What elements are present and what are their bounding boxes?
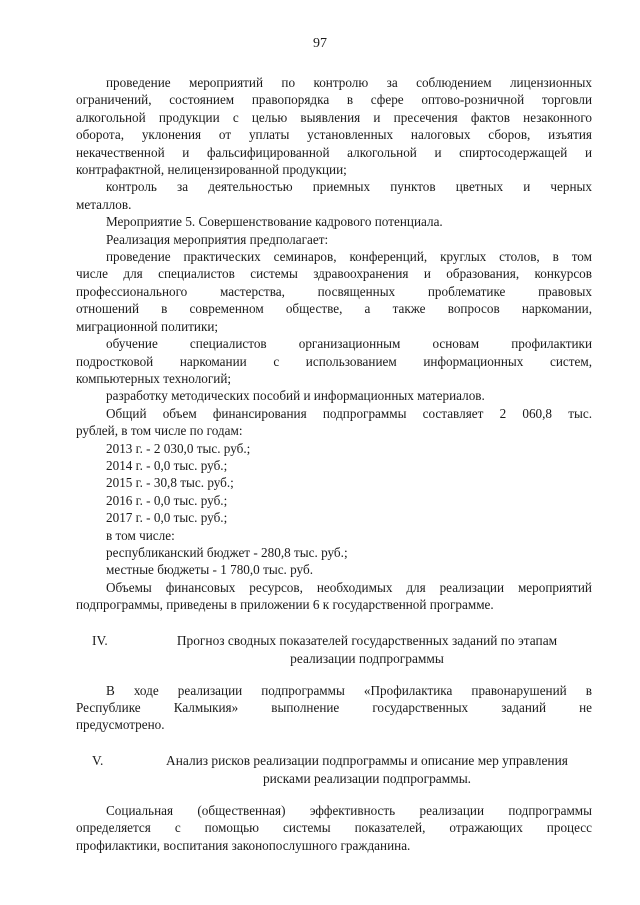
text-line: подпрограммы, приведены в приложении 6 к государственной программе. xyxy=(76,597,494,613)
text-line: металлов. xyxy=(76,196,132,212)
text-line: республиканский бюджет - 280,8 тыс. руб.; xyxy=(106,544,348,560)
section-title: рисками реализации подпрограммы. xyxy=(262,770,472,786)
text-line: предусмотрено. xyxy=(76,717,165,733)
text-line: профилактики, воспитания законопослушного гражданина. xyxy=(76,837,411,853)
text-line: Республике Калмыкия» выполнение государственных заданий не xyxy=(76,700,592,715)
text-line: подростковой наркомании с использованием информационных систем, xyxy=(76,353,592,369)
text-line: Мероприятие 5. Совершенствование кадрового потенциала. xyxy=(106,214,443,230)
section-title: реализации подпрограммы xyxy=(290,650,444,666)
text-line: контрафактной, нелицензированной продукции; xyxy=(76,162,347,178)
text-line: оборота, уклонения от уплаты установленных налоговых сборов, изъятия xyxy=(76,127,592,143)
text-line: проведение мероприятий по контролю за соблюдением лицензионных xyxy=(106,75,592,90)
text-line: контроль за деятельностью приемных пунктов цветных и черных xyxy=(106,179,592,195)
text-line: Реализация мероприятия предполагает: xyxy=(106,231,329,247)
text-line: 2014 г. - 0,0 тыс. руб.; xyxy=(106,457,228,473)
section-number: IV. xyxy=(92,632,108,648)
text-line: 2016 г. - 0,0 тыс. руб.; xyxy=(106,492,228,508)
text-line: в том числе: xyxy=(106,527,175,543)
text-line: отношений в современном обществе, а также вопросов наркомании, xyxy=(76,301,592,317)
text-line: Объемы финансовых ресурсов, необходимых для реализации мероприятий xyxy=(106,579,592,595)
section-title: Анализ рисков реализации подпрограммы и описание мер управления xyxy=(166,752,568,768)
section-heading xyxy=(76,752,592,788)
text-line: некачественной и фальсифицированной алкогольной и спиртосодержащей и xyxy=(76,144,592,160)
text-line: Социальная (общественная) эффективность реализации подпрограммы xyxy=(106,802,592,818)
section-number: V. xyxy=(92,752,104,768)
text-line: числе для специалистов системы здравоохранения и образования, конкурсов xyxy=(76,266,592,282)
text-line: миграционной политики; xyxy=(76,318,219,334)
text-line: алкогольной продукции с целью выявления и пресечения фактов незаконного xyxy=(76,109,592,125)
page-number: 97 xyxy=(313,36,327,51)
text-line: разработку методических пособий и информационных материалов. xyxy=(106,388,485,404)
text-line: обучение специалистов организационным основам профилактики xyxy=(106,336,592,352)
text-line: рублей, в том числе по годам: xyxy=(76,423,243,439)
text-line: 2015 г. - 30,8 тыс. руб.; xyxy=(106,475,234,491)
text-line: Общий объем финансирования подпрограммы составляет 2 060,8 тыс. xyxy=(106,405,592,421)
text-line: компьютерных технологий; xyxy=(76,370,232,386)
text-line: проведение практических семинаров, конференций, круглых столов, в том xyxy=(106,249,592,265)
page-content xyxy=(76,74,592,854)
text-line: определяется с помощью системы показателей, отражающих процесс xyxy=(76,820,592,836)
text-line: 2013 г. - 2 030,0 тыс. руб.; xyxy=(106,440,251,456)
section-title: Прогноз сводных показателей государственных заданий по этапам xyxy=(176,632,558,648)
text-line: местные бюджеты - 1 780,0 тыс. руб. xyxy=(106,562,313,578)
text-line: В ходе реализации подпрограммы «Профилактика правонарушений в xyxy=(106,682,592,698)
text-line: 2017 г. - 0,0 тыс. руб.; xyxy=(106,510,228,526)
text-line: профессионального мастерства, посвященных проблематике правовых xyxy=(76,283,592,299)
section-heading xyxy=(76,632,592,668)
text-line: ограничений, состоянием правопорядка в сфере оптово-розничной торговли xyxy=(76,92,592,108)
